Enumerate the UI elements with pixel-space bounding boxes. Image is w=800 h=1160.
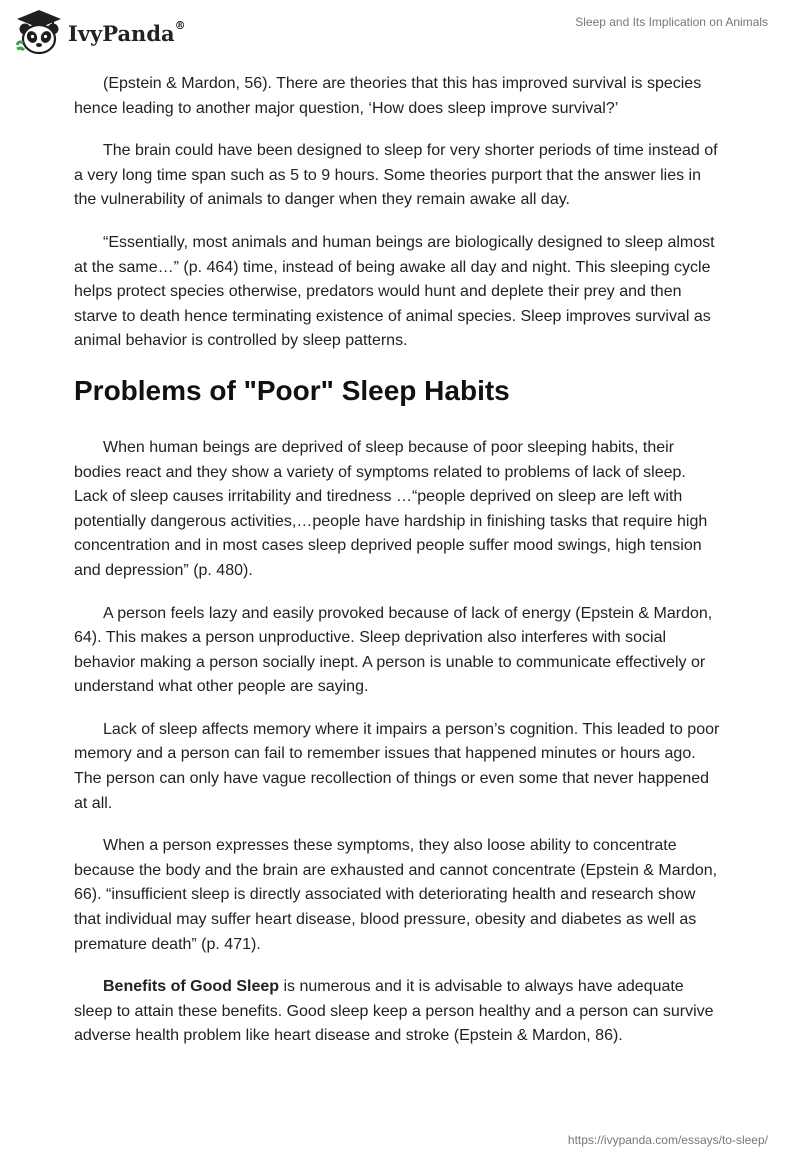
paragraph: A person feels lazy and easily provoked because of lack of energy (Epstein & Mardon, 64). This makes a person unproductive. Sleep deprivation also interferes with social behavior making a person socially inept. A person is unable to communicate effectively or understand what other people are saying. [74, 604, 713, 696]
logo[interactable] [14, 8, 186, 56]
document-title: Sleep and Its Implication on Animals [575, 15, 768, 29]
essay-content [74, 72, 722, 1067]
paragraph: The brain could have been designed to sleep for very shorter periods of time instead of a very long time span such as 5 to 9 hours. Some theories purport that the answer lies in the vulnerability of animals to danger when they remain awake all day. [74, 142, 718, 209]
paragraph-rest: is numerous and it is advisable to always have adequate sleep to attain these benefits. Good sleep keep a person healthy and a person can survive adverse health problem like heart disease and stroke (Epstein & Mardon, 86). [74, 978, 714, 1045]
footer-url[interactable]: https://ivypanda.com/essays/to-sleep/ [567, 1133, 768, 1147]
paragraph [74, 975, 722, 1049]
paragraph: When human beings are deprived of sleep because of poor sleeping habits, their bodies react and they show a variety of symptoms related to problems of lack of sleep. Lack of sleep causes irritability and tiredness …“people deprived on sleep are left with potentially dangerous activities,…people have hardship in finishing tasks that require high concentration and in most cases sleep deprived people suffer mood swings, high tension and depression” (p. 480). [74, 438, 708, 579]
section-heading: Problems of "Poor" Sleep Habits [74, 374, 510, 406]
paragraph: When a person expresses these symptoms, they also loose ability to concentrate because the body and the brain are exhausted and cannot concentrate (Epstein & Mardon, 66). “insufficient sleep is directly associated with deteriorating health and research show that individual may suffer heart disease, blood pressure, obesity and diabetes as well as premature death” (p. 471). [74, 837, 718, 953]
brand-name: IvyPanda® [68, 18, 186, 46]
page-header [0, 0, 800, 70]
panda-logo-icon [14, 8, 64, 56]
bold-lead: Benefits of Good Sleep [103, 978, 280, 996]
paragraph: (Epstein & Mardon, 56). There are theories that this has improved survival is species hence leading to another major question, ‘How does sleep improve survival?’ [74, 75, 702, 117]
paragraph: “Essentially, most animals and human beings are biologically designed to sleep almost at the same…” (p. 464) time, instead of being awake all day and night. This sleeping cycle helps protect species otherwise, predators would hunt and deplete their prey and then starve to death hence terminating existence of animal species. Sleep improves survival as animal behavior is controlled by sleep patterns. [74, 233, 715, 350]
paragraph: Lack of sleep affects memory where it impairs a person’s cognition. This leaded to poor memory and a person can fail to remember issues that happened minutes or hours ago. The person can only have vague recollection of things or even some that never happened at all. [74, 720, 720, 812]
